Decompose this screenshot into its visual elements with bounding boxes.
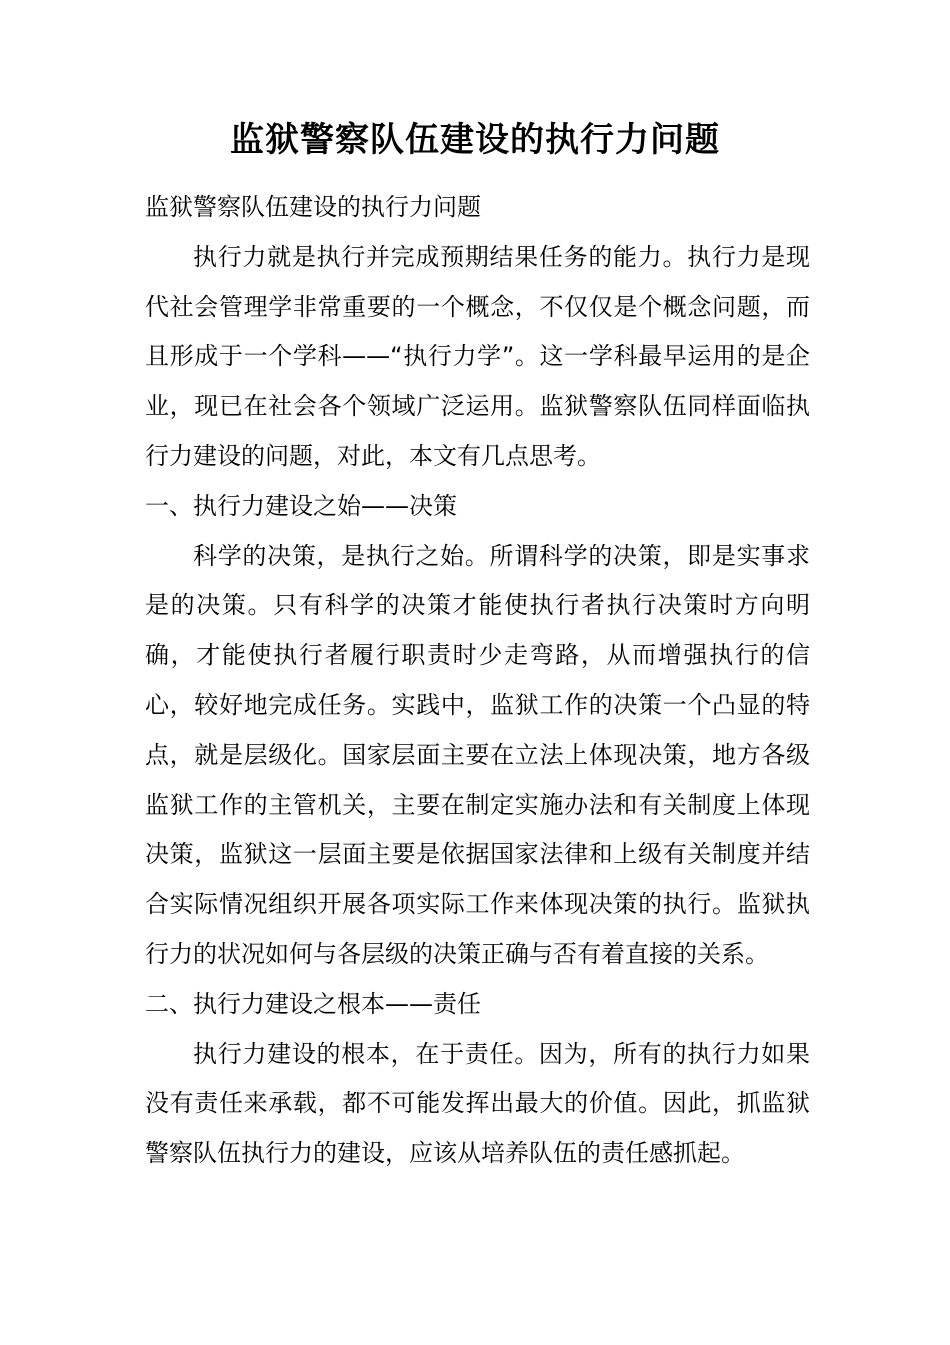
document-subtitle: 监狱警察队伍建设的执行力问题 <box>145 193 481 221</box>
section-heading-responsibility: 二、执行力建设之根本——责任 <box>145 989 481 1018</box>
paragraph-intro: 执行力就是执行并完成预期结果任务的能力。执行力是现代社会管理学非常重要的一个概念，不仅仅是个概念问题，而且形成于一个学科——“执行力学”。这一学科最早运用的是企业，现已在社会各个领域广泛运用。监狱警察队伍同样面临执行力建设的问题，对此，本文有几点思考。 <box>145 242 810 470</box>
paragraph-decision: 科学的决策，是执行之始。所谓科学的决策，即是实事求是的决策。只有科学的决策才能使执行者执行决策时方向明确，才能使执行者履行职责时少走弯路，从而增强执行的信心，较好地完成任务。实践中，监狱工作的决策一个凸显的特点，就是层级化。国家层面主要在立法上体现决策，地方各级监狱工作的主管机关，主要在制定实施办法和有关制度上体现决策，监狱这一层面主要是依据国家法律和上级有关制度并结合实际情况组织开展各项实际工作来体现决策的执行。监狱执行力的状况如何与各层级的决策正确与否有着直接的关系。 <box>145 541 810 968</box>
section-heading-decision: 一、执行力建设之始——决策 <box>145 491 457 520</box>
document-title: 监狱警察队伍建设的执行力问题 <box>230 120 720 160</box>
paragraph-responsibility: 执行力建设的根本，在于责任。因为，所有的执行力如果没有责任来承载，都不可能发挥出最大的价值。因此，抓监狱警察队伍执行力的建设，应该从培养队伍的责任感抓起。 <box>145 1039 810 1168</box>
document-body <box>145 183 810 1179</box>
